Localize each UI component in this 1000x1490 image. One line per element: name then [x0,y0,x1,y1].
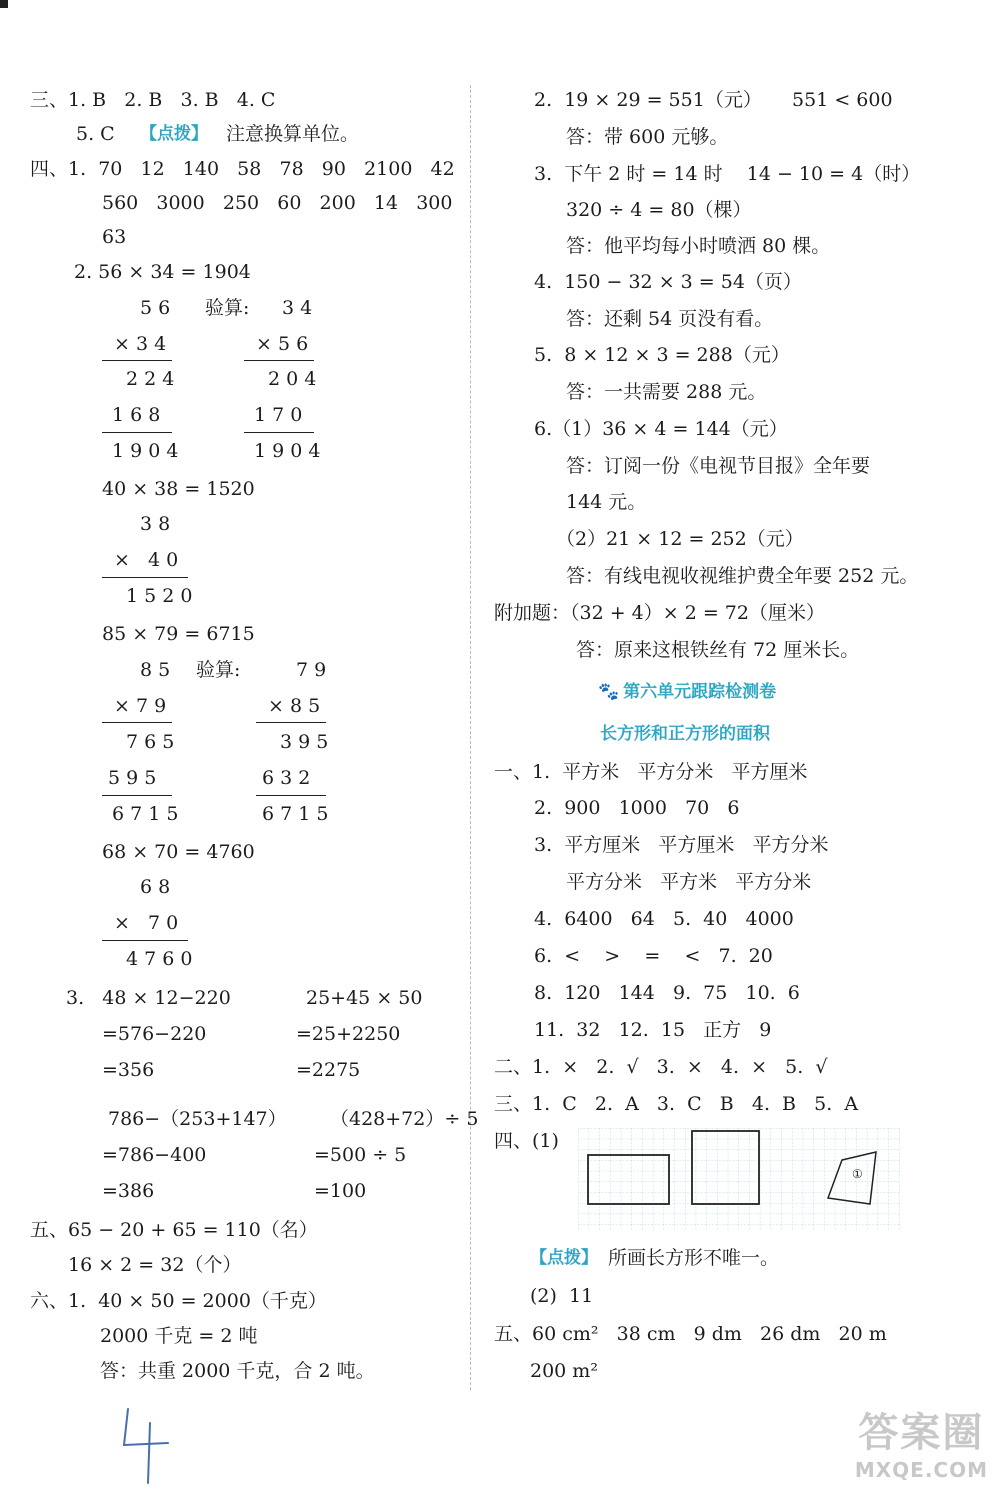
calc2-multiplicand: 3 8 [140,513,171,535]
q2-equation-2: 40 × 38 = 1520 [102,478,255,500]
q3-expr-b-3: =2275 [296,1059,361,1081]
calc3-multiplicand: 8 5 [140,659,171,681]
calc1-check-rule-1 [244,360,314,361]
calc3-rule-1 [102,722,172,723]
handwritten-number [118,1405,198,1485]
r-q3-answer: 答：他平均每小时喷洒 80 棵。 [566,235,831,257]
section-6-line2: 2000 千克 = 2 吨 [100,1325,258,1347]
calc3-check-multiplicand: 7 9 [296,659,327,681]
r-q6-part1: 6.（1）36 × 4 = 144（元） [534,418,788,440]
calc1-partial-2: 1 6 8 [112,404,161,426]
r-q3-line1: 3. 下午 2 时 = 14 时 14 − 10 = 4（时） [534,163,921,185]
r-q5-answer: 答：一共需要 288 元。 [566,381,767,403]
calc1-rule-2 [102,432,172,433]
r-q6-answer1: 答：订阅一份《电视节目报》全年要 [566,455,871,477]
calc1-check-multiplicand: 3 4 [282,297,313,319]
watermark-title: 答案圈 [858,1410,985,1456]
u1-line6: 6. < > = < 7. 20 [534,945,773,967]
shape-number-label: ① [852,1167,863,1181]
grid-drawing [578,1128,900,1230]
calc3-check-rule-2 [256,795,326,796]
section-5-line1: 五、65 − 20 + 65 = 110（名） [30,1219,318,1241]
u4-part2: (2) 11 [530,1285,594,1307]
section-4-line1: 四、1. 70 12 140 58 78 90 2100 42 [30,158,455,180]
handwritten-number-text: 4 [118,1405,119,1406]
section-3-answers: 三、1. B 2. B 3. B 4. C [30,89,276,111]
u2-answers: 二、1. × 2. √ 3. × 4. × 5. √ [494,1056,828,1078]
calc1-result: 1 9 0 4 [112,440,179,462]
section-6-answer: 答：共重 2000 千克，合 2 吨。 [100,1360,375,1382]
calc1-partial-1: 2 2 4 [126,368,175,390]
calc1-check-multiplier: × 5 6 [256,333,309,355]
q3-expr-d-2: =500 ÷ 5 [314,1144,407,1166]
section-4-line3: 63 [102,226,127,248]
column-divider [470,85,471,1390]
section-4-line2: 560 3000 250 60 200 14 300 [102,192,453,214]
calc1-check-rule-2 [244,432,314,433]
calc1-rule-1 [102,360,172,361]
u1-line8: 11. 32 12. 15 正方 9 [534,1019,772,1041]
calc2-rule [102,577,188,578]
r-q4-equation: 4. 150 − 32 × 3 = 54（页） [534,271,802,293]
calc1-check-partial-2: 1 7 0 [254,404,303,426]
u1-line4: 平方分米 平方米 平方分米 [566,871,812,893]
r-q4-answer: 答：还剩 54 页没有看。 [566,308,774,330]
calc4-result: 4 7 6 0 [126,948,193,970]
extra-question: 附加题：（32 + 4）× 2 = 72（厘米） [494,602,825,624]
q2-equation-1: 2. 56 × 34 = 1904 [74,261,251,283]
q3-expr-a-2: =576−220 [102,1023,207,1045]
r-q2-answer: 答：带 600 元够。 [566,126,729,148]
u3-answers: 三、1. C 2. A 3. C B 4. B 5. A [494,1093,859,1115]
calc1-check-partial-1: 2 0 4 [268,368,317,390]
u1-line2: 2. 900 1000 70 6 [534,797,740,819]
calc3-result: 6 7 1 5 [112,803,179,825]
u1-line1: 一、1. 平方米 平方分米 平方厘米 [494,761,808,783]
q3-expr-b-1: 25+45 × 50 [306,987,423,1009]
page-corner-mark [0,0,8,8]
r-q3-line2: 320 ÷ 4 = 80（棵） [566,199,752,221]
calc4-rule [102,940,188,941]
watermark [855,1401,988,1482]
calc4-multiplier: × 7 0 [114,912,179,934]
r-q2-equation: 2. 19 × 29 = 551（元） 551 < 600 [534,89,893,111]
unit-title-text: 第六单元跟踪检测卷 [623,682,777,702]
r-q6-part2: （2）21 × 12 = 252（元） [556,528,804,550]
r-q5-equation: 5. 8 × 12 × 3 = 288（元） [534,344,790,366]
hint-text: 注意换算单位。 [226,123,360,145]
calc4-multiplicand: 6 8 [140,876,171,898]
unit-title [598,680,776,704]
calc3-check-multiplier: × 8 5 [268,695,321,717]
calc3-rule-2 [102,795,172,796]
q2-equation-3: 85 × 79 = 6715 [102,623,255,645]
q3-expr-c-1: 786−（253+147） [108,1108,287,1130]
watermark-url: MXQE.COM [854,1458,988,1482]
calc1-check-result: 1 9 0 4 [254,440,321,462]
calc3-check-result: 6 7 1 5 [262,803,329,825]
calc3-check-partial-2: 6 3 2 [262,767,311,789]
calc3-multiplier: × 7 9 [114,695,167,717]
q3-expr-a-1: 3. 48 × 12−220 [66,987,231,1009]
calc1-check-label: 验算: [205,297,250,319]
u4-label: 四、(1) [494,1130,559,1152]
paw-icon: 🐾 [598,682,620,702]
calc2-multiplier: × 4 0 [114,549,179,571]
q3-expr-d-1: （428+72）÷ 5 [330,1108,479,1130]
calc3-check-label: 验算: [196,659,241,681]
u4-hint-text: 所画长方形不唯一。 [608,1247,780,1269]
extra-answer: 答：原来这根铁丝有 72 厘米长。 [576,639,860,661]
u5-line1: 五、60 cm² 38 cm 9 dm 26 dm 20 m [494,1323,887,1345]
q3-expr-b-2: =25+2250 [296,1023,401,1045]
calc1-multiplicand: 5 6 [140,297,171,319]
q3-expr-c-3: =386 [102,1180,155,1202]
u1-line3: 3. 平方厘米 平方厘米 平方分米 [534,834,829,856]
r-q6-answer2: 答：有线电视收视维护费全年要 252 元。 [566,565,919,587]
unit-subtitle: 长方形和正方形的面积 [600,724,770,744]
u4-hint-label: 【点拨】 [530,1248,598,1268]
calc3-check-rule-1 [256,722,326,723]
r-q6-answer1-cont: 144 元。 [566,491,647,513]
section-3-item5: 5. C [76,123,115,145]
calc3-partial-2: 5 9 5 [108,767,157,789]
section-5-line2: 16 × 2 = 32（个） [68,1254,242,1276]
section-6-line1: 六、1. 40 × 50 = 2000（千克） [30,1290,327,1312]
u1-line7: 8. 120 144 9. 75 10. 6 [534,982,800,1004]
q2-equation-4: 68 × 70 = 4760 [102,841,255,863]
q3-expr-a-3: =356 [102,1059,155,1081]
calc3-check-partial-1: 3 9 5 [280,731,329,753]
calc1-multiplier: × 3 4 [114,333,167,355]
q3-expr-c-2: =786−400 [102,1144,207,1166]
q3-expr-d-3: =100 [314,1180,367,1202]
calc3-partial-1: 7 6 5 [126,731,175,753]
calc2-result: 1 5 2 0 [126,585,193,607]
hint-label: 【点拨】 [140,124,208,144]
u5-line2: 200 m² [530,1360,598,1382]
u1-line5: 4. 6400 64 5. 40 4000 [534,908,794,930]
